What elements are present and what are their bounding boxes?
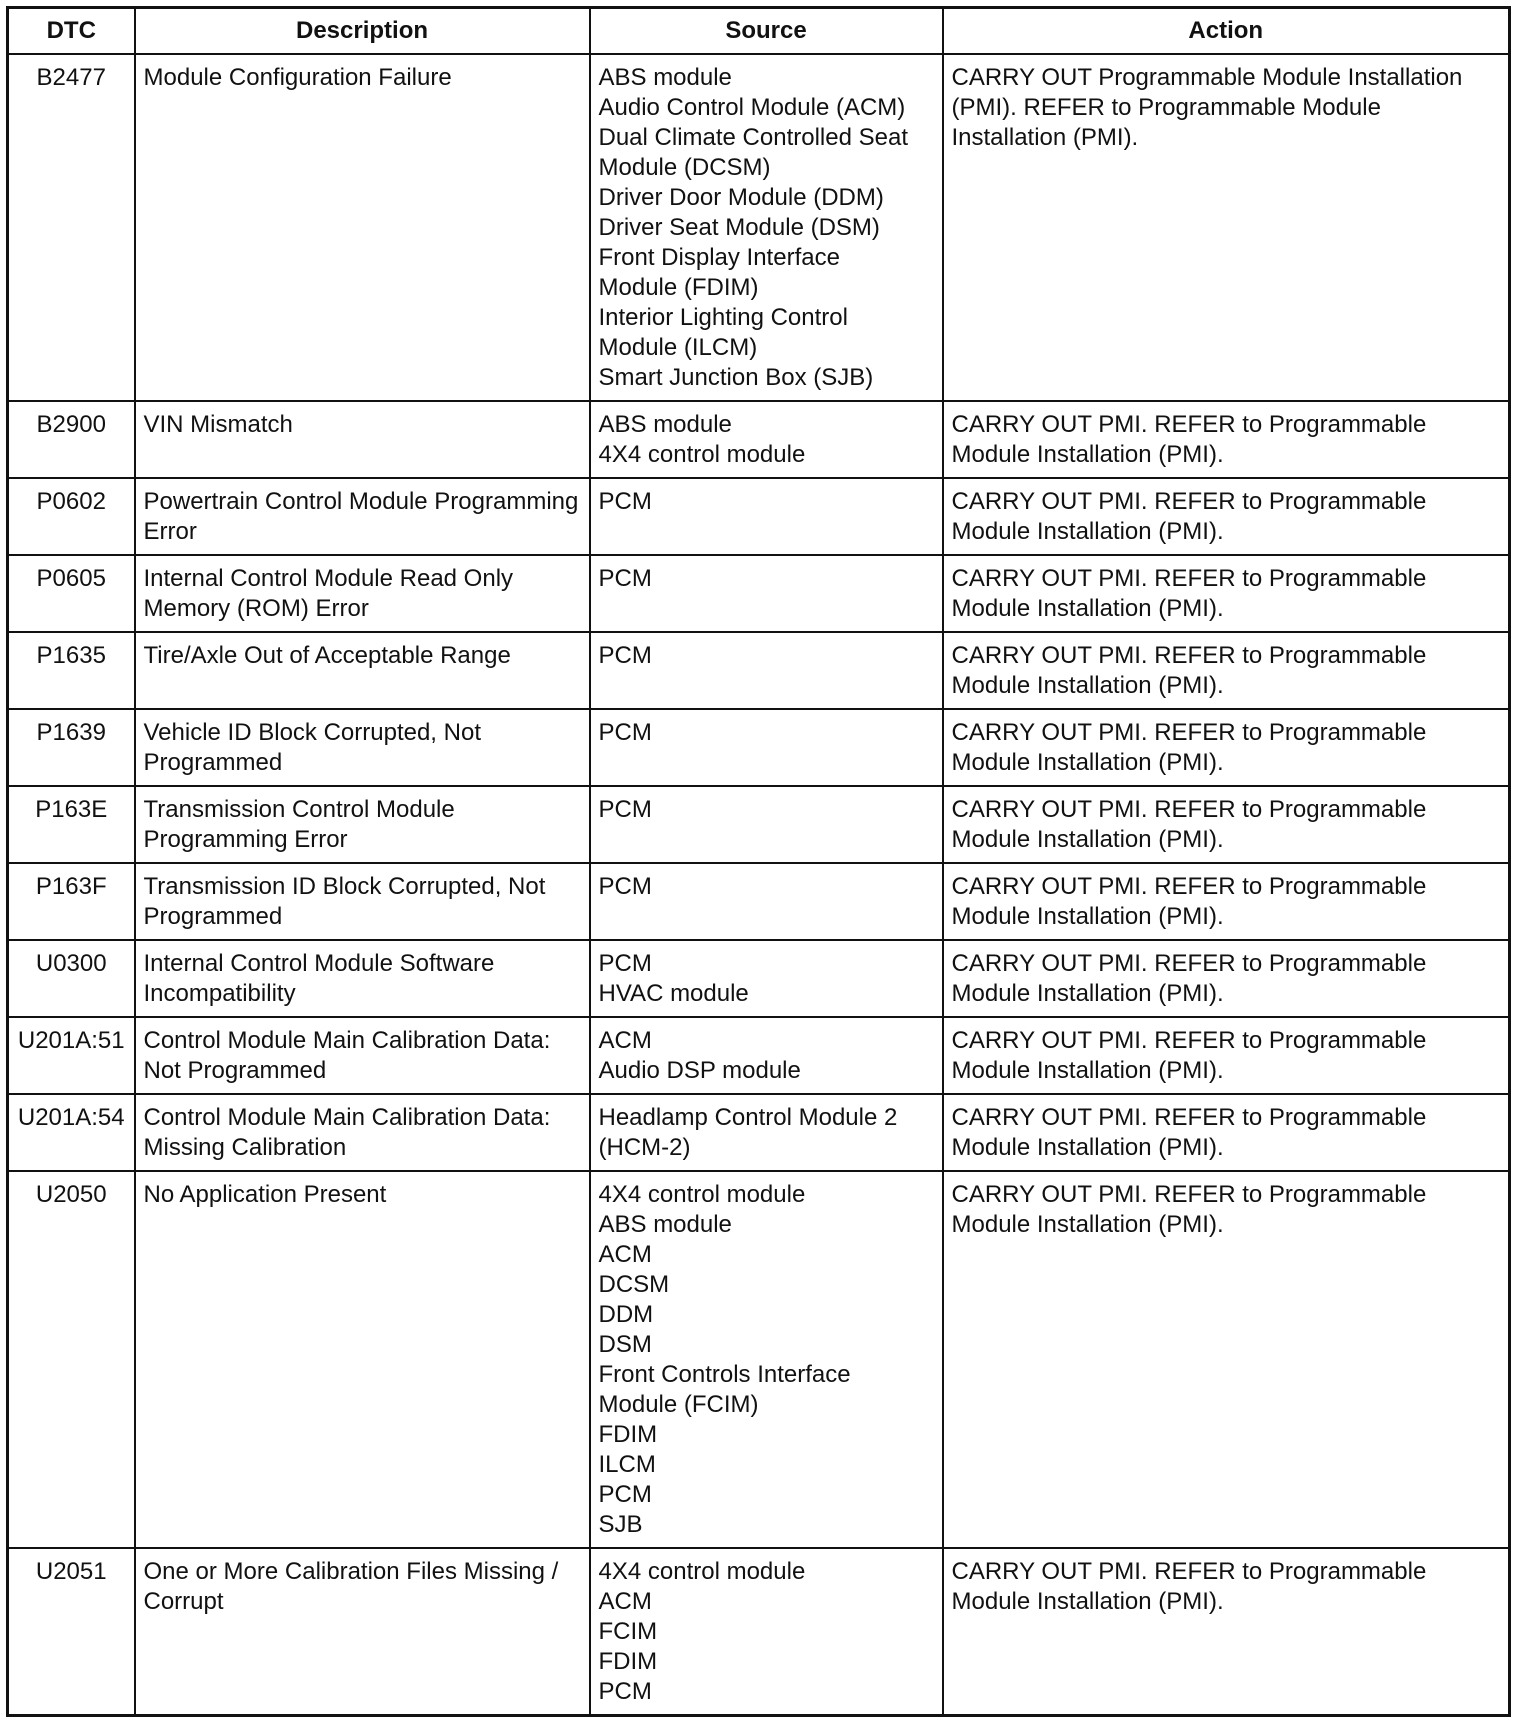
table-row <box>8 478 1510 555</box>
dtc-action: CARRY OUT PMI. REFER to Programmable Module Installation (PMI). <box>943 1017 1510 1094</box>
dtc-description: Internal Control Module Software Incompatibility <box>135 940 590 1017</box>
table-row <box>8 1017 1510 1094</box>
table-row <box>8 1094 1510 1171</box>
dtc-action: CARRY OUT PMI. REFER to Programmable Module Installation (PMI). <box>943 1094 1510 1171</box>
header-action: Action <box>943 8 1510 55</box>
table-row <box>8 786 1510 863</box>
dtc-code: U2051 <box>8 1548 135 1716</box>
dtc-code: P163F <box>8 863 135 940</box>
source-line: DSM <box>598 1331 652 1358</box>
dtc-action: CARRY OUT PMI. REFER to Programmable Module Installation (PMI). <box>943 555 1510 632</box>
dtc-code: U2050 <box>8 1171 135 1548</box>
dtc-source <box>590 54 943 401</box>
dtc-action: CARRY OUT PMI. REFER to Programmable Module Installation (PMI). <box>943 1548 1510 1716</box>
source-line: PCM <box>598 719 652 746</box>
dtc-code: B2900 <box>8 401 135 478</box>
source-line: PCM <box>598 642 652 669</box>
dtc-code: B2477 <box>8 54 135 401</box>
dtc-description: Module Configuration Failure <box>135 54 590 401</box>
source-line: HVAC module <box>598 980 749 1007</box>
header-description: Description <box>135 8 590 55</box>
dtc-description: Tire/Axle Out of Acceptable Range <box>135 632 590 709</box>
source-line: FCIM <box>598 1618 658 1645</box>
source-line: Front Controls Interface <box>598 1361 851 1388</box>
source-line: ACM <box>598 1241 652 1268</box>
dtc-code: P163E <box>8 786 135 863</box>
dtc-source <box>590 1094 943 1171</box>
source-line: ABS module <box>598 64 732 91</box>
dtc-code: U201A:51 <box>8 1017 135 1094</box>
source-line: 4X4 control module <box>598 1181 806 1208</box>
source-line: Driver Door Module (DDM) <box>598 184 884 211</box>
source-line: Headlamp Control Module 2 <box>598 1104 898 1131</box>
dtc-action: CARRY OUT PMI. REFER to Programmable Module Installation (PMI). <box>943 709 1510 786</box>
dtc-action: CARRY OUT PMI. REFER to Programmable Module Installation (PMI). <box>943 786 1510 863</box>
header-source: Source <box>590 8 943 55</box>
dtc-description: Control Module Main Calibration Data: Missing Calibration <box>135 1094 590 1171</box>
dtc-description: No Application Present <box>135 1171 590 1548</box>
table-row <box>8 1548 1510 1716</box>
header-dtc: DTC <box>8 8 135 55</box>
dtc-action: CARRY OUT PMI. REFER to Programmable Module Installation (PMI). <box>943 632 1510 709</box>
dtc-description: Powertrain Control Module Programming Error <box>135 478 590 555</box>
dtc-source <box>590 940 943 1017</box>
table-row <box>8 401 1510 478</box>
dtc-action: CARRY OUT PMI. REFER to Programmable Module Installation (PMI). <box>943 1171 1510 1548</box>
table-row <box>8 632 1510 709</box>
source-line: Module (ILCM) <box>598 334 758 361</box>
source-line: ACM <box>598 1027 652 1054</box>
source-line: (HCM-2) <box>598 1134 691 1161</box>
table-row <box>8 863 1510 940</box>
dtc-code: U0300 <box>8 940 135 1017</box>
dtc-source <box>590 555 943 632</box>
table-row <box>8 54 1510 401</box>
dtc-code: P0605 <box>8 555 135 632</box>
source-line: PCM <box>598 1481 652 1508</box>
dtc-source <box>590 863 943 940</box>
header-row <box>8 8 1510 55</box>
source-line: ABS module <box>598 1211 732 1238</box>
source-line: PCM <box>598 796 652 823</box>
source-line: ABS module <box>598 411 732 438</box>
dtc-source <box>590 709 943 786</box>
dtc-source <box>590 478 943 555</box>
dtc-code: P0602 <box>8 478 135 555</box>
source-line: Audio DSP module <box>598 1057 801 1084</box>
dtc-description: Transmission ID Block Corrupted, Not Programmed <box>135 863 590 940</box>
dtc-code: P1639 <box>8 709 135 786</box>
source-line: PCM <box>598 1678 652 1705</box>
source-line: ILCM <box>598 1451 656 1478</box>
dtc-table <box>6 6 1511 1717</box>
source-line: 4X4 control module <box>598 1558 806 1585</box>
table-row <box>8 555 1510 632</box>
dtc-action: CARRY OUT PMI. REFER to Programmable Module Installation (PMI). <box>943 940 1510 1017</box>
source-line: Front Display Interface <box>598 244 840 271</box>
source-line: Smart Junction Box (SJB) <box>598 364 874 391</box>
table-row <box>8 709 1510 786</box>
source-line: Audio Control Module (ACM) <box>598 94 906 121</box>
dtc-action: CARRY OUT PMI. REFER to Programmable Module Installation (PMI). <box>943 863 1510 940</box>
source-line: PCM <box>598 565 652 592</box>
dtc-description: VIN Mismatch <box>135 401 590 478</box>
table-body <box>8 54 1510 1716</box>
dtc-description: One or More Calibration Files Missing / Corrupt <box>135 1548 590 1716</box>
source-line: Module (FDIM) <box>598 274 759 301</box>
source-line: Interior Lighting Control <box>598 304 848 331</box>
dtc-source <box>590 1171 943 1548</box>
dtc-action: CARRY OUT PMI. REFER to Programmable Module Installation (PMI). <box>943 478 1510 555</box>
dtc-source <box>590 632 943 709</box>
table-header <box>8 8 1510 55</box>
source-line: Driver Seat Module (DSM) <box>598 214 880 241</box>
source-line: PCM <box>598 873 652 900</box>
source-line: PCM <box>598 950 652 977</box>
source-line: PCM <box>598 488 652 515</box>
dtc-description: Transmission Control Module Programming Error <box>135 786 590 863</box>
table-row <box>8 940 1510 1017</box>
dtc-action: CARRY OUT PMI. REFER to Programmable Module Installation (PMI). <box>943 401 1510 478</box>
dtc-description: Control Module Main Calibration Data: Not Programmed <box>135 1017 590 1094</box>
source-line: FDIM <box>598 1421 658 1448</box>
source-line: 4X4 control module <box>598 441 806 468</box>
source-line: Module (FCIM) <box>598 1391 759 1418</box>
dtc-source <box>590 786 943 863</box>
dtc-action: CARRY OUT Programmable Module Installation (PMI). REFER to Programmable Module Installation (PMI). <box>943 54 1510 401</box>
dtc-code: U201A:54 <box>8 1094 135 1171</box>
source-line: Dual Climate Controlled Seat <box>598 124 908 151</box>
table-row <box>8 1171 1510 1548</box>
dtc-source <box>590 1017 943 1094</box>
dtc-source <box>590 1548 943 1716</box>
dtc-code: P1635 <box>8 632 135 709</box>
source-line: SJB <box>598 1511 643 1538</box>
dtc-description: Internal Control Module Read Only Memory (ROM) Error <box>135 555 590 632</box>
source-line: DCSM <box>598 1271 670 1298</box>
source-line: Module (DCSM) <box>598 154 771 181</box>
source-line: FDIM <box>598 1648 658 1675</box>
dtc-source <box>590 401 943 478</box>
source-line: ACM <box>598 1588 652 1615</box>
source-line: DDM <box>598 1301 654 1328</box>
dtc-description: Vehicle ID Block Corrupted, Not Programmed <box>135 709 590 786</box>
